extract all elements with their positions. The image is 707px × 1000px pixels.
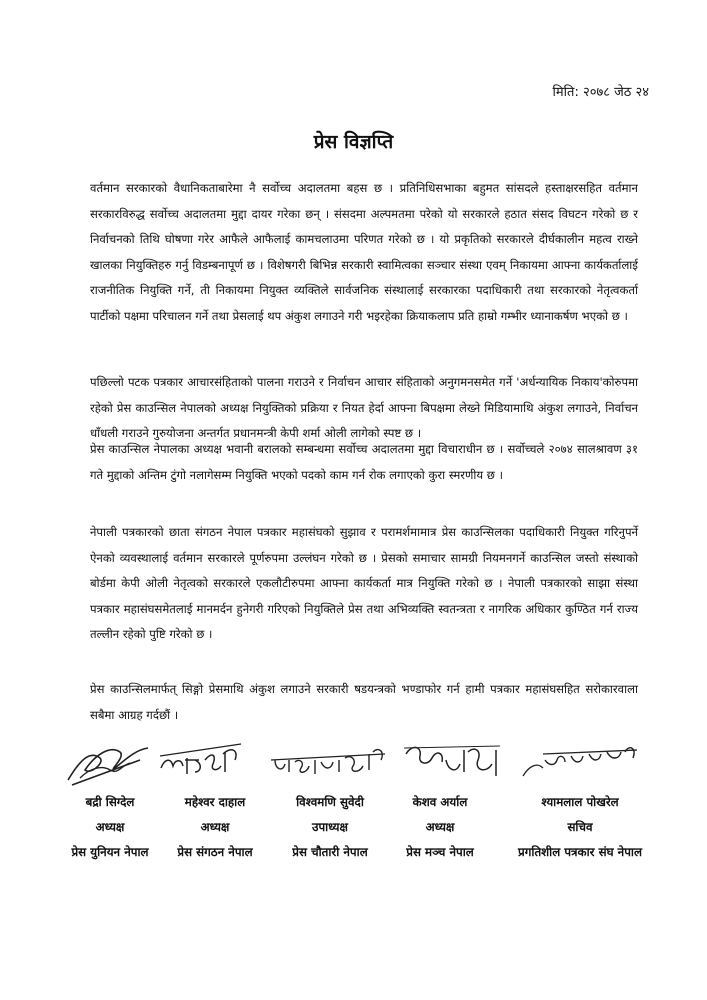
signature-4 <box>400 730 510 790</box>
signature-2 <box>155 730 250 790</box>
signatory-organization: प्रेस चौतारी नेपाल <box>292 845 368 859</box>
paragraph-3: प्रेस काउन्सिल नेपालका अध्यक्ष भवानी बरालको सम्बन्धमा सर्वोच्च अदालतमा मुद्दा विचाराधीन छ । सर्वोच्चले २०७४ सालश्रावण ३१ गते मुद्दाको अन्तिम टुंगो नलागेसम्म नियुक्ति भएको पदको काम गर्न रोक लगाएको कुरा स्मरणीय छ । <box>90 442 638 482</box>
signatories <box>55 790 655 870</box>
signatory-5 <box>500 790 660 865</box>
signatory-position: सचिव <box>567 820 593 834</box>
signatory-3 <box>275 790 385 865</box>
paragraph-5: प्रेस काउन्सिलमार्फत् सिङ्गो प्रेसमाथि अंकुश लगाउने सरकारी षडयन्त्रको भण्डाफोर गर्न हामी पत्रकार महासंघसहित सरोकारवाला सबैमा आग्रह गर्दछौं । <box>90 682 638 722</box>
paragraph-1: वर्तमान सरकारको वैधानिकताबारेमा नै सर्वोच्च अदालतमा बहस छ । प्रतिनिधिसभाका बहुमत सांसदले हस्ताक्षरसहित वर्तमान सरकारविरुद्ध सर्वोच्च अदालतमा मुद्दा दायर गरेका छन् । संसदमा अल्पमतमा परेको यो सरकारले हठात संसद विघटन गरेको छ र निर्वाचनको तिथि घोषणा गरेर आफैले आफैलाई कामचलाउमा परिणत गरेको छ । यो प्रकृतिको सरकारले दीर्घकालीन महत्व राख्ने खालका नियुक्तिहरु गर्नु विडम्बनापूर्ण छ । विशेषगरी बिभिन्न सरकारी स्वामित्वका सञ्चार संस्था एवम् निकायमा आफ्ना कार्यकर्तालाई राजनीतिक नियुक्ति गर्ने, ती निकायमा नियुक्त व्यक्तिले सार्वजनिक संस्थालाई सरकारका पदाधिकारी तथा सरकारको नेतृत्वकर्ता पार्टीको पक्षमा परिचालन गर्ने तथा प्रेसलाई थप अंकुश लगाउने गरी भइरहेका क्रियाकलाप प्रति हाम्रो गम्भीर ध्यानाकर्षण भएको छ । <box>90 181 638 323</box>
signature-5 <box>515 730 650 790</box>
signature-row <box>55 730 655 790</box>
signatory-position: उपाध्यक्ष <box>312 820 348 834</box>
signatory-position: अध्यक्ष <box>95 820 125 834</box>
signatory-position: अध्यक्ष <box>200 820 230 834</box>
signatory-organization: प्रेस संगठन नेपाल <box>177 845 253 859</box>
signatory-name: महेश्वर दाहाल <box>184 795 246 809</box>
paragraph-2: पछिल्लो पटक पत्रकार आचारसंहिताको पालना गराउने र निर्वाचन आचार संहिताको अनुगमनसमेत गर्ने 'अर्धन्यायिक निकाय'कोरुपमा रहेको प्रेस काउन्सिल नेपालको अध्यक्ष नियुक्तिको प्रक्रिया र नियत हेर्दा आफ्ना बिपक्षमा लेख्ने मिडियामाथि अंकुश लगाउने, निर्वाचन धाँधली गराउने गुरुयोजना अन्तर्गत प्रधानमन्त्री केपी शर्मा ओली लागेको स्पष्ट छ । <box>90 375 638 441</box>
date-line: मिति: २०७८ जेठ २४ <box>552 85 649 100</box>
signatory-organization: प्रेस मञ्च नेपाल <box>406 845 474 859</box>
page-title: प्रेस विज्ञप्ति <box>313 131 394 153</box>
signatory-4 <box>385 790 495 865</box>
signatory-organization: प्रेस युनियन नेपाल <box>71 845 149 859</box>
signatory-position: अध्यक्ष <box>425 820 455 834</box>
signatory-1 <box>55 790 165 865</box>
signatory-name: श्यामलाल पोखरेल <box>541 795 619 809</box>
signature-3 <box>265 730 395 790</box>
signatory-name: बद्री सिग्देल <box>85 795 135 809</box>
signature-1 <box>60 730 155 790</box>
signatory-name: विश्वमणि सुवेदी <box>296 795 364 809</box>
signatory-2 <box>160 790 270 865</box>
paragraph-4: नेपाली पत्रकारको छाता संगठन नेपाल पत्रकार महासंघको सुझाव र परामर्शमामात्र प्रेस काउन्सिलका पदाधिकारी नियुक्त गरिनुपर्ने ऐनको व्यवस्थालाई वर्तमान सरकारले पूर्णरुपमा उल्लंघन गरेको छ । प्रेसको समाचार सामग्री नियमनगर्ने काउन्सिल जस्तो संस्थाको बोर्डमा केपी ओली नेतृत्वको सरकारले एकलौटीरुपमा आफ्ना कार्यकर्ता मात्र नियुक्ति गरेको छ । नेपाली पत्रकारको साझा संस्था पत्रकार महासंघसमेतलाई मानमर्दन हुनेगरी गरिएको नियुक्तिले प्रेस तथा अभिव्यक्ति स्वतन्त्रता र नागरिक अधिकार कुण्ठित गर्न राज्य तल्लीन रहेको पुष्टि गरेको छ । <box>90 525 638 642</box>
signatory-name: केशव अर्याल <box>412 795 468 809</box>
signatory-organization: प्रगतिशील पत्रकार संघ नेपाल <box>518 845 642 859</box>
